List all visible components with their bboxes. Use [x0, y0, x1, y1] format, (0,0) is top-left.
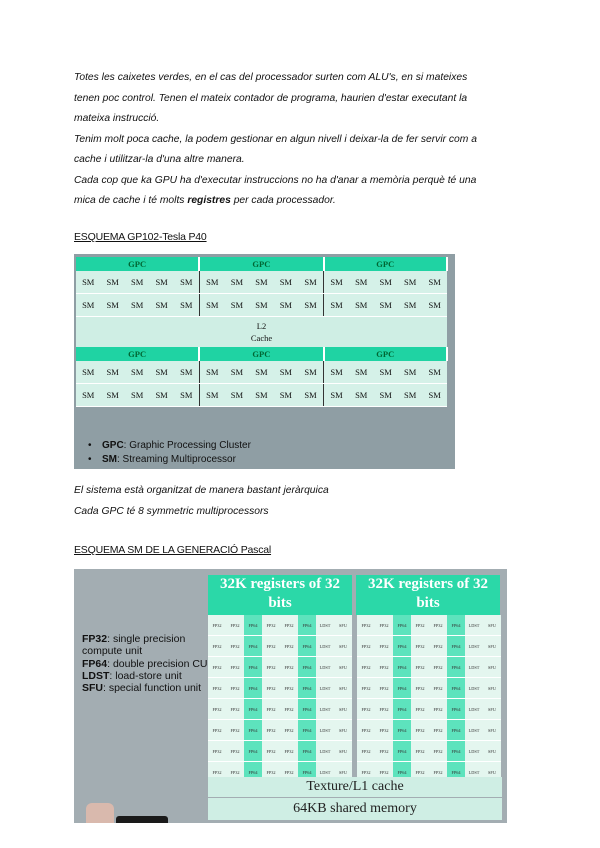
header-line: 32K registers of 32 [367, 576, 489, 592]
unit-cell: FP32 [357, 636, 375, 656]
sm-cell: SM [249, 271, 273, 294]
unit-row [208, 720, 352, 741]
unit-cell: FP32 [208, 636, 226, 656]
unit-cell: FP32 [375, 762, 393, 782]
legend-desc: : load-store unit [109, 669, 182, 682]
unit-cell: FP64 [244, 720, 262, 740]
unit-row [357, 615, 501, 636]
unit-cell: LDST [316, 657, 334, 677]
unit-cell: SFU [334, 636, 352, 656]
gpu-hierarchy-diagram [74, 254, 455, 469]
gpc-table [76, 257, 448, 407]
unit-cell: FP64 [393, 741, 411, 761]
sm-cell: SM [174, 361, 199, 384]
text-line: mateixa instrucció. [74, 113, 160, 124]
unit-row [208, 657, 352, 678]
unit-cell: FP32 [226, 615, 244, 635]
sm-cell: SM [274, 271, 298, 294]
sm-cell: SM [100, 384, 124, 407]
unit-cell: FP64 [447, 678, 465, 698]
l2-cache [76, 317, 447, 348]
l2-row [76, 317, 447, 348]
unit-row [208, 615, 352, 636]
sm-cell: SM [398, 361, 422, 384]
unit-cell: FP32 [280, 720, 298, 740]
unit-cell: FP32 [262, 657, 280, 677]
unit-cell: FP64 [244, 762, 262, 782]
unit-cell: FP32 [357, 699, 375, 719]
unit-cell: FP64 [298, 678, 316, 698]
unit-cell: FP64 [393, 762, 411, 782]
unit-cell: FP64 [447, 615, 465, 635]
legend-term: FP64 [82, 657, 108, 670]
sm-cell: SM [125, 271, 149, 294]
unit-cell: LDST [316, 615, 334, 635]
sm-cell: SM [349, 361, 373, 384]
sm-cell: SM [125, 294, 149, 317]
unit-cell: FP64 [447, 636, 465, 656]
unit-cell: FP64 [393, 699, 411, 719]
unit-row [357, 636, 501, 657]
unit-cell: SFU [483, 657, 501, 677]
legend-term: SM [102, 454, 117, 465]
legend-desc: : double precision CU [107, 657, 208, 670]
sm-cell: SM [398, 294, 422, 317]
unit-row [357, 678, 501, 699]
sm-cell: SM [422, 271, 447, 294]
unit-row [208, 636, 352, 657]
unit-cell: FP32 [375, 720, 393, 740]
legend-term: LDST [82, 669, 110, 682]
unit-cell: SFU [483, 741, 501, 761]
unit-cell: LDST [316, 699, 334, 719]
sm-row [76, 361, 447, 384]
unit-cell: FP32 [375, 636, 393, 656]
sm-cell: SM [298, 294, 323, 317]
sm-cell: SM [174, 271, 199, 294]
legend-desc: : Streaming Multiprocessor [117, 454, 236, 465]
sm-cell: SM [76, 361, 100, 384]
register-file-header [208, 575, 352, 615]
text-fragment: per cada processador. [230, 195, 336, 206]
unit-cell: FP32 [429, 636, 447, 656]
text-line: Tenim molt poca cache, la podem gestionar en algun nivell i deixar-la de fer servir com a [74, 133, 477, 145]
unit-cell: FP64 [298, 699, 316, 719]
legend-desc: : single precision compute unit [82, 633, 186, 658]
sm-cell: SM [274, 294, 298, 317]
unit-cell: FP32 [429, 741, 447, 761]
unit-cell: SFU [334, 699, 352, 719]
sm-cell: SM [100, 271, 124, 294]
sm-cell: SM [149, 294, 173, 317]
unit-cell: FP32 [375, 699, 393, 719]
sm-cell: SM [298, 271, 323, 294]
unit-cell: FP64 [298, 720, 316, 740]
unit-cell: FP32 [262, 615, 280, 635]
unit-cell: FP64 [298, 615, 316, 635]
unit-cell: SFU [483, 762, 501, 782]
unit-cell: FP32 [280, 657, 298, 677]
sm-cell: SM [225, 294, 249, 317]
l2-line: L2 [256, 321, 267, 331]
unit-cell: FP32 [411, 762, 429, 782]
sm-cell: SM [174, 384, 199, 407]
unit-cell: FP32 [262, 699, 280, 719]
unit-legend [82, 633, 208, 694]
unit-cell: FP32 [208, 615, 226, 635]
unit-cell: FP32 [226, 636, 244, 656]
text-line: tenen poc control. Tenen el mateix contador de programa, haurien d'estar executant la [74, 92, 468, 104]
unit-cell: FP32 [208, 741, 226, 761]
unit-cell: FP64 [447, 741, 465, 761]
unit-cell: LDST [316, 762, 334, 782]
unit-cell: FP32 [411, 657, 429, 677]
unit-cell: FP32 [280, 699, 298, 719]
unit-cell: FP32 [411, 720, 429, 740]
unit-cell: FP64 [244, 678, 262, 698]
sm-cell: SM [398, 384, 422, 407]
unit-cell: FP32 [208, 657, 226, 677]
unit-cell: FP32 [429, 699, 447, 719]
unit-cell: FP32 [429, 657, 447, 677]
sm-cell: SM [422, 384, 447, 407]
intro-paragraph [74, 68, 528, 212]
sm-cell: SM [324, 271, 349, 294]
unit-cell: FP32 [411, 636, 429, 656]
unit-cell: FP32 [262, 636, 280, 656]
gpc-label: GPC [324, 257, 447, 271]
texture-cache-bar: Texture/L1 cache [208, 777, 502, 797]
unit-cell: FP64 [393, 636, 411, 656]
unit-cell: FP32 [226, 720, 244, 740]
unit-cell: FP32 [429, 615, 447, 635]
hierarchy-paragraph [74, 481, 528, 522]
unit-cell: FP32 [357, 657, 375, 677]
unit-cell: LDST [465, 636, 483, 656]
sm-cell: SM [373, 384, 397, 407]
unit-cell: FP64 [244, 699, 262, 719]
unit-cell: FP64 [393, 720, 411, 740]
unit-grid [357, 615, 501, 783]
sm-cell: SM [298, 384, 323, 407]
gpc-label: GPC [76, 347, 199, 361]
unit-cell: LDST [465, 720, 483, 740]
unit-cell: FP64 [244, 636, 262, 656]
unit-cell: SFU [334, 615, 352, 635]
unit-cell: SFU [334, 657, 352, 677]
unit-cell: FP32 [280, 762, 298, 782]
unit-cell: FP64 [447, 699, 465, 719]
unit-cell: FP32 [411, 615, 429, 635]
unit-row [357, 699, 501, 720]
sm-cell: SM [373, 294, 397, 317]
sm-cell: SM [149, 361, 173, 384]
unit-cell: FP64 [393, 657, 411, 677]
unit-cell: FP64 [244, 741, 262, 761]
sm-cell: SM [274, 384, 298, 407]
sm-cell: SM [199, 294, 224, 317]
unit-cell: FP64 [393, 615, 411, 635]
unit-cell: SFU [483, 615, 501, 635]
sm-cell: SM [199, 271, 224, 294]
unit-cell: SFU [483, 678, 501, 698]
unit-cell: FP64 [393, 678, 411, 698]
unit-cell: LDST [465, 657, 483, 677]
legend-term: FP32 [82, 633, 108, 645]
sm-cell: SM [76, 384, 100, 407]
unit-cell: FP64 [298, 657, 316, 677]
sm-cell: SM [298, 361, 323, 384]
register-file-header [356, 575, 500, 615]
sm-cell: SM [149, 384, 173, 407]
unit-cell: FP64 [447, 720, 465, 740]
unit-grid [208, 615, 352, 783]
sm-cell: SM [199, 361, 224, 384]
sm-row [76, 271, 447, 294]
unit-cell: FP32 [357, 720, 375, 740]
sm-cell: SM [76, 294, 100, 317]
l2-line: Cache [250, 333, 273, 343]
sm-cell: SM [100, 294, 124, 317]
text-line: El sistema està organitzat de manera bastant jeràrquica [74, 485, 329, 496]
unit-cell: SFU [483, 636, 501, 656]
sm-cell: SM [373, 361, 397, 384]
text-line: cache i utilitzar-la d'una altre manera. [74, 154, 245, 165]
unit-cell: FP32 [226, 762, 244, 782]
unit-row [357, 741, 501, 762]
presenter-thumbnail [86, 803, 114, 823]
unit-cell: FP32 [280, 615, 298, 635]
gpc-label: GPC [199, 257, 323, 271]
unit-cell: LDST [316, 678, 334, 698]
unit-cell: FP32 [357, 741, 375, 761]
unit-cell: FP64 [447, 762, 465, 782]
shared-memory-bar: 64KB shared memory [208, 798, 502, 820]
text-fragment: mica de cache i té molts [74, 195, 188, 206]
unit-cell: LDST [316, 636, 334, 656]
unit-cell: FP32 [375, 615, 393, 635]
sm-cell: SM [422, 294, 447, 317]
video-control-bar [116, 816, 168, 823]
unit-cell: LDST [465, 615, 483, 635]
gpc-header-row [76, 347, 447, 361]
unit-cell: FP32 [280, 678, 298, 698]
sm-cell: SM [174, 294, 199, 317]
unit-cell: FP32 [262, 741, 280, 761]
gpc-label: GPC [76, 257, 199, 271]
unit-cell: FP32 [226, 699, 244, 719]
sm-cell: SM [349, 384, 373, 407]
unit-cell: SFU [334, 720, 352, 740]
legend-item [102, 453, 251, 467]
header-line: bits [416, 595, 440, 611]
text-line: Totes les caixetes verdes, en el cas del processador surten com ALU's, en si mateixes [74, 72, 468, 83]
unit-cell: LDST [316, 720, 334, 740]
sm-cell: SM [349, 294, 373, 317]
sm-row [76, 294, 447, 317]
section-heading: ESQUEMA SM DE LA GENERACIÓ Pascal [74, 544, 272, 556]
unit-row [208, 699, 352, 720]
diagram-legend [102, 439, 251, 467]
sm-cell: SM [274, 361, 298, 384]
sm-pascal-diagram [74, 569, 507, 823]
sm-cell: SM [324, 384, 349, 407]
legend-item [102, 439, 251, 453]
sm-cell: SM [199, 384, 224, 407]
sm-cell: SM [249, 384, 273, 407]
sm-cell: SM [225, 271, 249, 294]
legend-item [82, 633, 208, 658]
unit-cell: LDST [465, 741, 483, 761]
sm-cell: SM [225, 361, 249, 384]
unit-cell: FP64 [298, 762, 316, 782]
unit-cell: FP32 [208, 699, 226, 719]
unit-cell: FP32 [411, 741, 429, 761]
unit-cell: FP32 [208, 678, 226, 698]
legend-desc: : Graphic Processing Cluster [123, 440, 251, 451]
gpc-label: GPC [199, 347, 323, 361]
unit-cell: FP32 [208, 762, 226, 782]
unit-cell: FP32 [226, 657, 244, 677]
sm-cell: SM [249, 294, 273, 317]
sm-cell: SM [373, 271, 397, 294]
unit-cell: FP32 [375, 657, 393, 677]
text-line: Cada cop que ka GPU ha d'executar instruccions no ha d'anar a memòria perquè té una [74, 174, 477, 186]
unit-cell: FP32 [357, 678, 375, 698]
sm-cell: SM [249, 361, 273, 384]
text-line: Cada GPC té 8 symmetric multiprocessors [74, 505, 269, 517]
unit-cell: FP32 [429, 762, 447, 782]
sm-cell: SM [225, 384, 249, 407]
unit-cell: SFU [483, 720, 501, 740]
unit-cell: FP32 [429, 720, 447, 740]
unit-cell: FP64 [298, 636, 316, 656]
unit-cell: SFU [483, 699, 501, 719]
legend-desc: : special function unit [103, 682, 202, 695]
unit-cell: FP32 [375, 678, 393, 698]
unit-cell: FP32 [226, 678, 244, 698]
header-line: 32K registers of 32 [219, 576, 341, 592]
unit-cell: LDST [465, 762, 483, 782]
unit-cell: SFU [334, 741, 352, 761]
unit-cell: FP32 [411, 678, 429, 698]
header-line: bits [268, 595, 292, 611]
unit-cell: FP32 [429, 678, 447, 698]
sm-cell: SM [324, 294, 349, 317]
unit-cell: FP64 [244, 615, 262, 635]
sm-cell: SM [324, 361, 349, 384]
bold-term: registres [187, 195, 231, 206]
gpc-header-row [76, 257, 447, 271]
legend-item [82, 658, 208, 670]
unit-cell: FP32 [280, 741, 298, 761]
sm-cell: SM [398, 271, 422, 294]
sm-cell: SM [125, 384, 149, 407]
unit-cell: FP32 [411, 699, 429, 719]
unit-row [208, 678, 352, 699]
unit-cell: LDST [316, 741, 334, 761]
sm-cell: SM [149, 271, 173, 294]
unit-cell: FP32 [262, 720, 280, 740]
unit-cell: FP64 [244, 657, 262, 677]
legend-term: SFU [82, 682, 103, 695]
unit-cell: FP32 [280, 636, 298, 656]
legend-item [82, 670, 208, 682]
unit-cell: FP32 [262, 678, 280, 698]
gpc-label: GPC [324, 347, 447, 361]
unit-cell: LDST [465, 678, 483, 698]
text-line [74, 191, 528, 212]
unit-cell: FP64 [447, 657, 465, 677]
unit-cell: FP32 [357, 615, 375, 635]
unit-row [357, 720, 501, 741]
sm-cell: SM [76, 271, 100, 294]
unit-cell: FP64 [298, 741, 316, 761]
unit-row [208, 741, 352, 762]
legend-item [82, 682, 208, 694]
sm-cell: SM [100, 361, 124, 384]
sm-row [76, 384, 447, 407]
unit-cell: LDST [465, 699, 483, 719]
unit-cell: FP32 [262, 762, 280, 782]
sm-cell: SM [422, 361, 447, 384]
section-heading: ESQUEMA GP102-Tesla P40 [74, 231, 207, 243]
sm-cell: SM [349, 271, 373, 294]
sm-cell: SM [125, 361, 149, 384]
unit-cell: FP32 [375, 741, 393, 761]
unit-row [357, 657, 501, 678]
unit-cell: SFU [334, 678, 352, 698]
unit-cell: FP32 [226, 741, 244, 761]
legend-term: GPC [102, 440, 124, 451]
unit-cell: FP32 [208, 720, 226, 740]
unit-cell: SFU [334, 762, 352, 782]
unit-cell: FP32 [357, 762, 375, 782]
